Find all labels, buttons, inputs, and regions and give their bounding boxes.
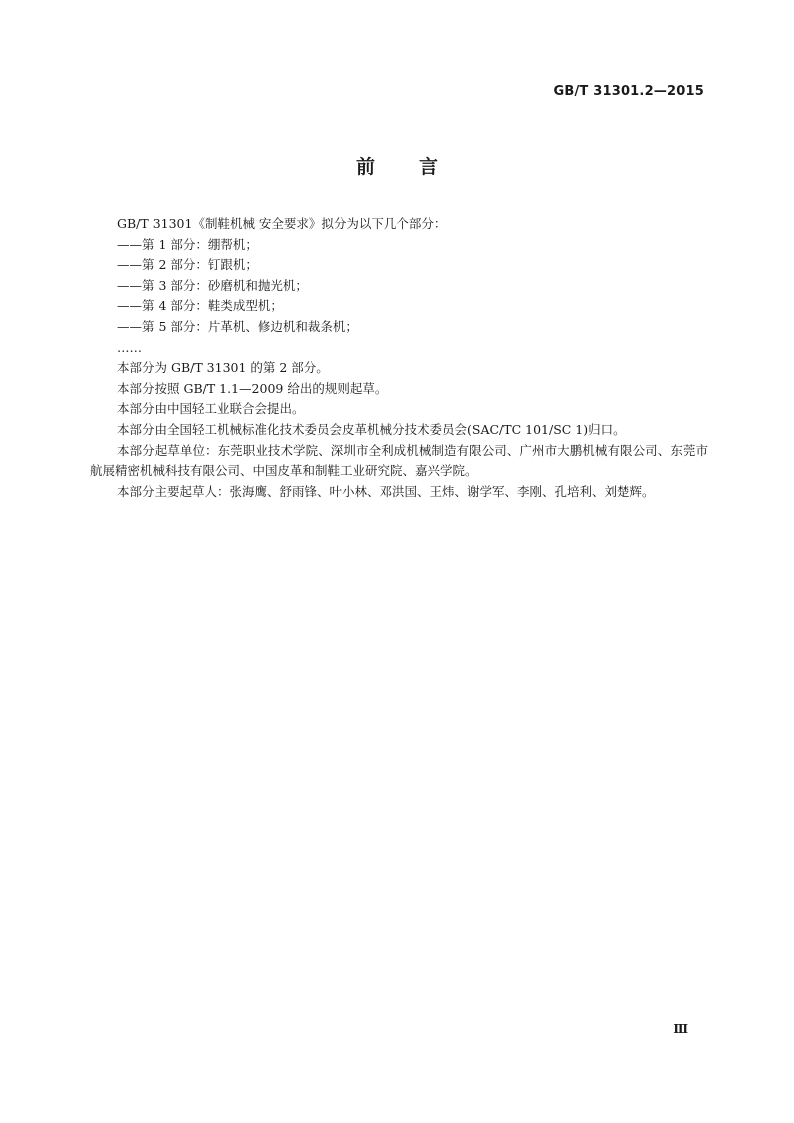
proposer-statement: 本部分由中国轻工业联合会提出。 [117,401,305,417]
drafting-rules-statement: 本部分按照 GB/T 1.1—2009 给出的规则起草。 [117,380,388,396]
intro-paragraph: GB/T 31301《制鞋机械 安全要求》拟分为以下几个部分： [117,216,447,231]
part-list-item: ——第 2 部分：钉跟机； [117,257,258,273]
standard-number: GB/T 31301.2—2015 [553,84,704,99]
part-list-item: ——第 3 部分：砂磨机和抛光机； [117,277,308,293]
part-list-item: ——第 1 部分：绷帮机； [117,236,258,252]
committee-statement: 本部分由全国轻工机械标准化技术委员会皮革机械分技术委员会(SAC/TC 101/SC 1)归口。 [117,421,626,437]
page-number: Ⅲ [673,1022,688,1036]
part-list-item: ——第 5 部分：片革机、修边机和裁条机； [117,318,358,334]
part-list-item: ——第 4 部分：鞋类成型机； [117,298,283,314]
drafters-statement: 本部分主要起草人：张海鹰、舒雨锋、叶小林、邓洪国、王炜、谢学军、李刚、孔培利、刘楚辉。 [117,483,655,499]
ellipsis-line: …… [117,339,142,355]
page-title: 前言 [355,156,482,178]
drafting-units-statement: 本部分起草单位：东莞职业技术学院、深圳市全利成机械制造有限公司、广州市大鹏机械有限公司、东莞市航展精密机械科技有限公司、中国皮革和制鞋工业研究院、嘉兴学院。 [90,442,708,479]
foreword-body [90,214,708,502]
part-statement: 本部分为 GB/T 31301 的第 2 部分。 [117,360,329,376]
